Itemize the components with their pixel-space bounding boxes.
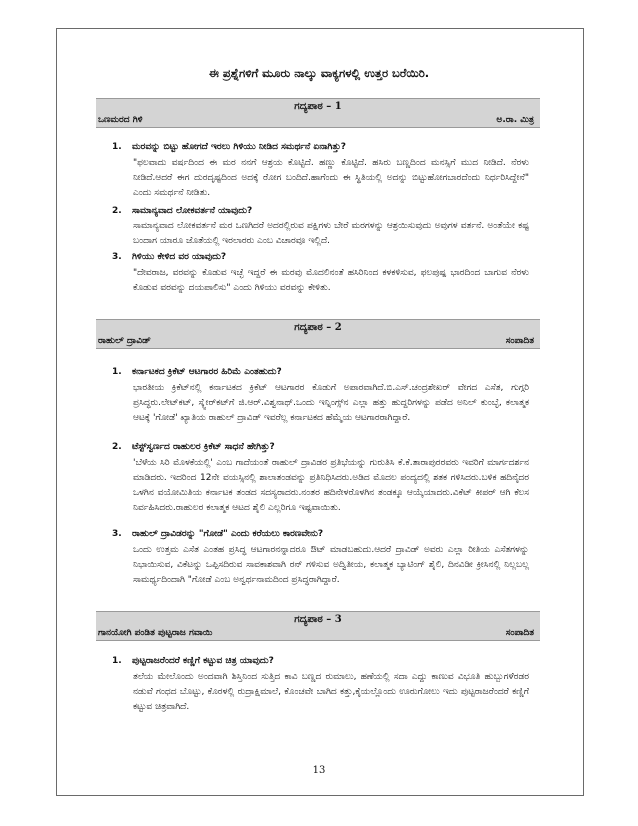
answer-text: ಭಾರತೀಯ ಕ್ರಿಕೆಟ್‌ನಲ್ಲಿ ಕರ್ನಾಟಕದ ಕ್ರಿಕೆಟ್ ಆಟಗಾರರ ಕೊಡುಗೆ ಅಪಾರವಾಗಿದೆ.ಬಿ.ಎಸ್.ಚಂದ್ರಶೇಖರ್ ವೇಗದ ಎಸೆತ, ಗುಗ್ಗರಿ ಪ್ರಸಿದ್ಧರು.ಲೇಟ್‌ಕಟ್, ಸ್ಕ್ವೇರ್‌ಕಟ್‌ಗೆ ಜಿ.ಆರ್.ವಿಶ್ವನಾಥ್.ಒಂದು ಇನ್ನಿಂಗ್ಸ್‌ನ ಎಲ್ಲಾ ಹತ್ತು ಹುದ್ದರಿಗಳನ್ನು ಪಡೆದ ಅನಿಲ್ ಕುಂಬ್ಳೆ, ಕಲಾತ್ಮಕ ಆಟಕ್ಕೆ 'ಗೋಡೆ' ಖ್ಯಾತಿಯ ರಾಹುಲ್ ದ್ರಾವಿಡ್ ಇವರೆಲ್ಲ ಕರ್ನಾಟಕದ ಹೆಮ್ಮೆಯ ಆಟಗಾರರಾಗಿದ್ದಾರೆ.: [133, 383, 529, 423]
section-label: ಗದ್ಯಪಾಠ – 3: [294, 614, 342, 625]
question-text: ಟೆಸ್ಟ್‌ಸ್ವರ್ಣದ ರಾಹುಲರ ಕ್ರಿಕೆಟ್ ಸಾಧನೆ ಹೇಗಿತ್ತು?: [132, 442, 275, 452]
question-number: 1.: [112, 656, 122, 666]
page-number: 13: [312, 765, 326, 776]
answer-text: ಒಂದು ಉತ್ತಮ ಎಸೆತ ಎಂತಹ ಪ್ರಸಿದ್ಧ ಆಟಗಾರನನ್ನಾದರೂ ಔಟ್ ಮಾಡಬಹುದು.ಆದರೆ ದ್ರಾವಿಡ್ ಅವರು ಎಲ್ಲಾ ರೀತಿಯ ಎಸೆತಗಳನ್ನು ನಿಭಾಯಿಸುವ, ವಿಕೆಟನ್ನು ಒಪ್ಪಿಸದಿರುವ ಸಾವಕಾಶವಾಗಿ ರನ್ ಗಳಿಸುವ ಅದ್ವಿತೀಯ, ಕಲಾತ್ಮಕ ಬ್ಯಾಟಿಂಗ್ ಶೈಲಿ, ದಿನವಿಡೀ ಕ್ರೀಸಿನಲ್ಲಿ ನಿಲ್ಲಬಲ್ಲ ಸಾಮರ್ಥ್ಯದಿಂದಾಗಿ "ಗೋಡೆ ಎಂಬ ಅನ್ವರ್ಥನಾಮದಿಂದ ಪ್ರಸಿದ್ಧರಾಗಿದ್ದಾರೆ.: [133, 545, 529, 585]
lesson-author: ಅ.ರಾ. ಮಿತ್ರ: [496, 115, 534, 125]
question-number: 2.: [112, 206, 122, 216]
question-number: 2.: [112, 442, 122, 452]
question-text: ಗಿಳಿಯು ಕೇಳಿದ ವರ ಯಾವುದು?: [132, 252, 227, 262]
section-label: ಗದ್ಯಪಾಠ – 2: [294, 322, 342, 333]
section-bar-2: [96, 319, 540, 349]
lesson-author: ಸಂಪಾದಿತ: [505, 336, 534, 346]
page-heading: ಈ ಪ್ರಶ್ನೆಗಳಿಗೆ ಮೂರು ನಾಲ್ಕು ವಾಕ್ಯಗಳಲ್ಲಿ ಉತ್ತರ ಬರೆಯಿರಿ.: [208, 66, 430, 80]
answer-text: ತಲೆಯ ಮೇಲೊಂದು ಅಂದವಾಗಿ ಶಿಸ್ತಿನಿಂದ ಸುತ್ತಿದ ಕಾವಿ ಬಣ್ಣದ ರುಮಾಲು, ಹಣೆಯಲ್ಲಿ ಸದಾ ಎದ್ದು ಕಾಣುವ ವಿಭೂತಿ ಹುಬ್ಬುಗಳೆರಡರ ನಡುವೆ ಗಂಧದ ಬೊಟ್ಟು, ಕೊರಳಲ್ಲಿ ರುದ್ರಾಕ್ಷಿಮಾಲೆ, ಕೊಂಚವೇ ಬಾಗಿದ ಕತ್ತು,ಕೈಯಲ್ಲೊಂದು ಊರುಗೋಲು ಇದು ಪುಟ್ಟರಾಜರೆಂದರೆ ಕಣ್ಣಿಗೆ ಕಟ್ಟುವ ಚಿತ್ರವಾಗಿದೆ.: [133, 672, 529, 712]
lesson-title: ಒಣಮರದ ಗಿಳಿ: [98, 115, 143, 125]
answer-text: ಸಾಮಾನ್ಯವಾದ ಲೋಕವರ್ತನೆ ಮರ ಒಣಗಿದರೆ ಅದರಲ್ಲಿರುವ ಪಕ್ಷಿಗಳು ಬೇರೆ ಮರಗಳನ್ನು ಆಶ್ರಯಿಸುವುದು ಅವುಗಳ ವರ್ತನೆ. ಅಂತೆಯೇ ಕಷ್ಟ ಬಂದಾಗ ಯಾರೂ ಜೊತೆಯಲ್ಲಿ ಇರಲಾರರು ಎಂಬ ವಿಚಾರವೂ ಇಲ್ಲಿದೆ.: [133, 221, 529, 246]
question-number: 3.: [112, 529, 122, 539]
question-text: ಸಾಮಾನ್ಯವಾದ ಲೋಕವರ್ತನೆ ಯಾವುದು?: [132, 206, 253, 216]
section-bar-1: [96, 98, 540, 128]
question-number: 1.: [112, 142, 122, 152]
question-text: ಕರ್ನಾಟಕದ ಕ್ರಿಕೆಟ್ ಆಟಗಾರರ ಹಿರಿಮೆ ಎಂತಹುದು?: [132, 367, 282, 377]
section-label: ಗದ್ಯಪಾಠ – 1: [294, 101, 342, 112]
question-number: 3.: [112, 252, 122, 262]
section-bar-3: [96, 611, 540, 641]
answer-text: 'ಬೆಳೆಯ ಸಿರಿ ಮೊಳಕೆಯಲ್ಲಿ' ಎಂಬ ಗಾದೆಯಂತೆ ರಾಹುಲ್ ದ್ರಾವಿಡರ ಪ್ರತಿಭೆಯನ್ನು ಗುರುತಿಸಿ ಕೆ.ಕೆ.ತಾರಾಪುರರವರು ಇವರಿಗೆ ಮಾರ್ಗದರ್ಶನ ಮಾಡಿದರು. ಇದರಿಂದ 12ನೇ ವಯಸ್ಸಿನಲ್ಲಿ ಶಾಲಾತಂಡವನ್ನು ಪ್ರತಿನಿಧಿಸಿದರು.ಅಡಿದ ಮೊದಲ ಪಂದ್ಯದಲ್ಲಿ ಶತಕ ಗಳಿಸಿದರು.ಬಳಿಕ ಹದಿನೈದರ ಒಳಗಿನ ವಯೋಮಿತಿಯ ಕರ್ನಾಟಕ ತಂಡದ ಸದಸ್ಯರಾದರು.ನಂತರ ಹದಿನೇಳರೊಳಗಿನ ತಂಡಕ್ಕೂ ಆಯ್ಕೆಯಾದರು.ವಿಕೆಟ್ ಕೀಪರ್ ಆಗಿ ಕೆಲಸ ನಿರ್ವಹಿಸಿದರು.ರಾಹುಲರ ಕಲಾತ್ಮಕ ಆಟದ ಶೈಲಿ ಎಲ್ಲರಿಗೂ ಇಷ್ಟವಾಯಿತು.: [133, 458, 529, 513]
lesson-title: ಗಾನಯೋಗಿ ಪಂಡಿತ ಪುಟ್ಟರಾಜ ಗವಾಯಿ: [98, 628, 213, 638]
question-number: 1.: [112, 367, 122, 377]
question-text: ಮರವನ್ನು ಬಿಟ್ಟು ಹೋಗದೆ ಇರಲು ಗಿಳಿಯು ನೀಡಿದ ಸಮರ್ಥನೆ ಏನಾಗಿತ್ತು?: [132, 142, 346, 152]
lesson-title: ರಾಹುಲ್ ದ್ರಾವಿಡ್: [98, 336, 151, 346]
answer-text: "ಫಲವಾದು ವರ್ಷದಿಂದ ಈ ಮರ ನನಗೆ ಆಶ್ರಯ ಕೊಟ್ಟಿದೆ. ಹಣ್ಣು ಕೊಟ್ಟಿದೆ. ಹಸಿರು ಬಣ್ಣದಿಂದ ಮನಸ್ಸಿಗೆ ಮುದ ನೀಡಿದೆ. ನೆರಳು ನೀಡಿದೆ.ಆದರೆ ಈಗ ದುರದೃಷ್ಟದಿಂದ ಅದಕ್ಕೆ ರೋಗ ಬಂದಿದೆ.ಹಾಗೆಂದು ಈ ಸ್ಥಿತಿಯಲ್ಲಿ ಅದನ್ನು ಬಿಟ್ಟುಹೋಗಬಾರದೆಂದು ನಿರ್ಧರಿಸಿದ್ದೇನೆ" ಎಂದು ಸಮರ್ಥನೆ ನೀಡಿತು.: [133, 158, 529, 198]
answer-text: "ದೇವರಾಜ, ವರವನ್ನು ಕೊಡುವ ಇಚ್ಛೆ ಇದ್ದರೆ ಈ ಮರವು ಮೊದಲಿನಂತೆ ಹಸಿರಿನಿಂದ ಕಳಕಳಿಸುವ, ಫಲಪುಷ್ಪ ಭಾರದಿಂದ ಬಾಗುವ ನೆರಳು ಕೊಡುವ ವರವನ್ನು ದಯಪಾಲಿಸು" ಎಂದು ಗಿಳಿಯು ವರವನ್ನು ಕೇಳಿತು.: [133, 268, 529, 293]
question-text: ಪುಟ್ಟರಾಜರೆಂದರೆ ಕಣ್ಣಿಗೆ ಕಟ್ಟುವ ಚಿತ್ರ ಯಾವುದು?: [132, 656, 274, 666]
question-text: ರಾಹುಲ್ ದ್ರಾವಿಡರನ್ನು "ಗೋಡೆ" ಎಂದು ಕರೆಯಲು ಕಾರಣವೇನು?: [132, 529, 324, 539]
lesson-author: ಸಂಪಾದಿತ: [505, 628, 534, 638]
